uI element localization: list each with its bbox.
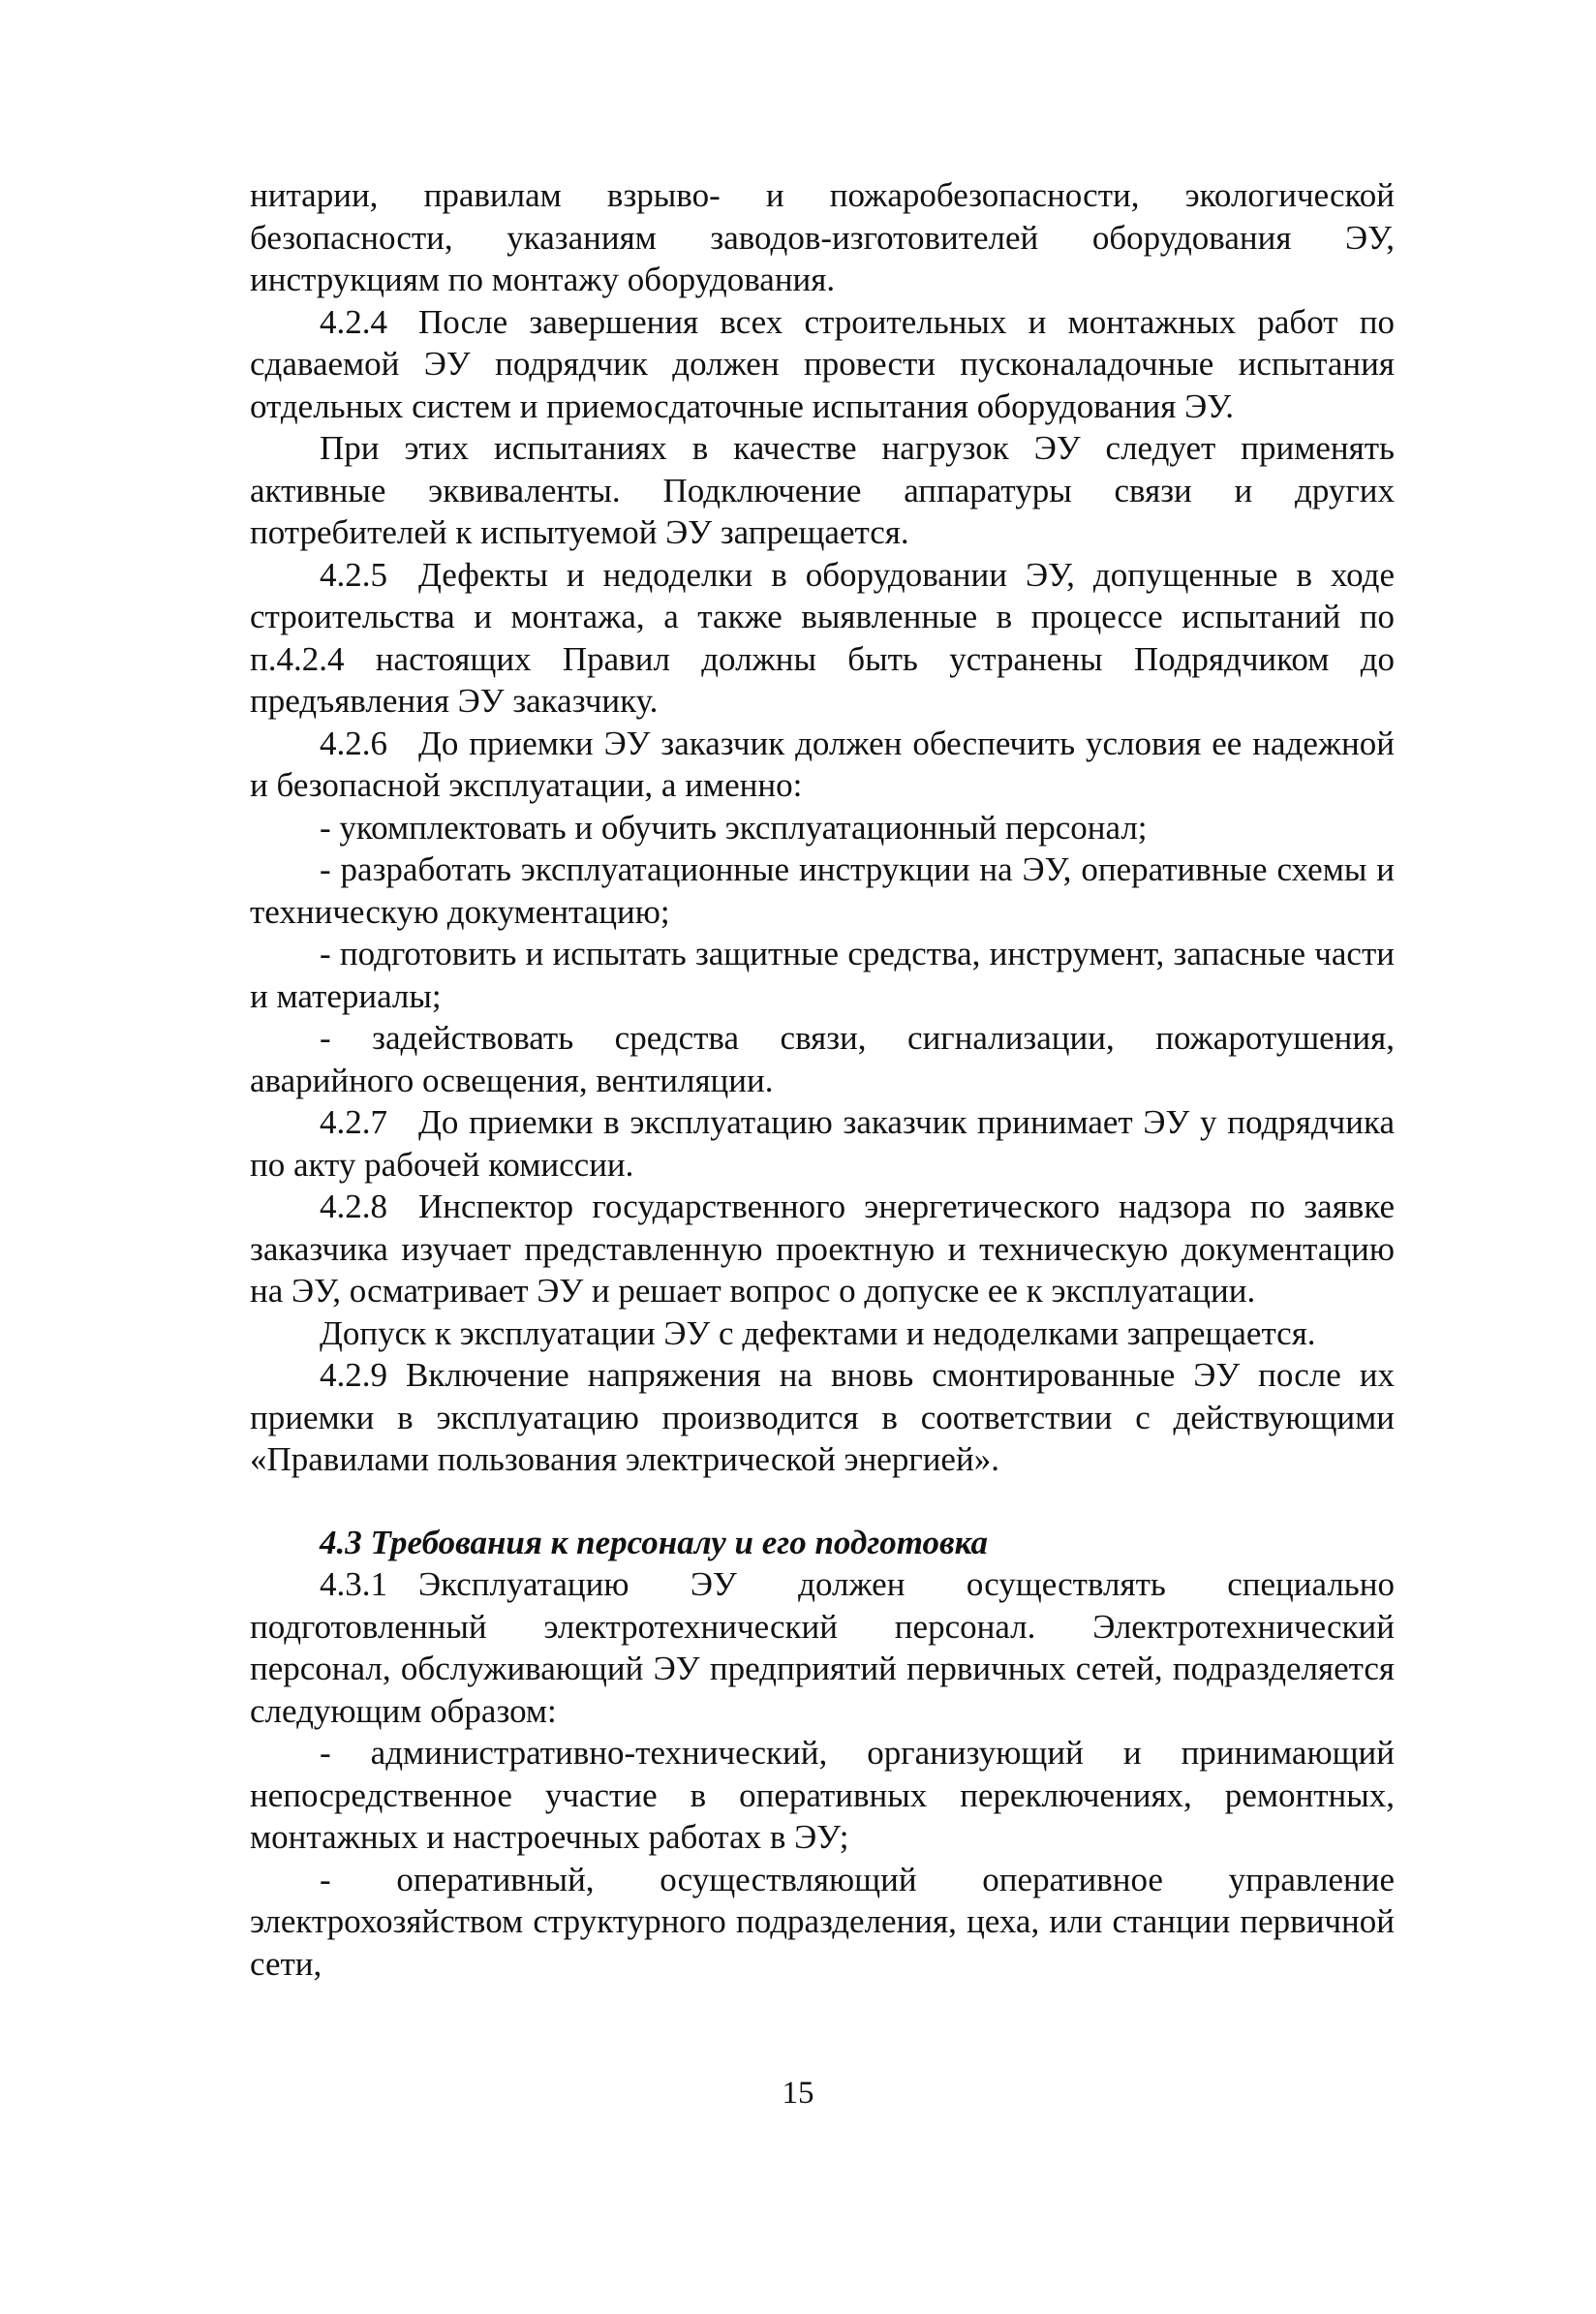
paragraph-text: До приемки ЭУ заказчик должен обеспечить условия ее надежной и безопасной эксплуатации, а именно: bbox=[250, 724, 1395, 804]
paragraph bbox=[250, 554, 1395, 723]
paragraph bbox=[250, 1354, 1395, 1481]
paragraph bbox=[250, 933, 1395, 1017]
clause-number: 4.2.5 bbox=[320, 555, 387, 594]
paragraph-text: - административно-технический, организующий и принимающий непосредственное участие в оперативных переключениях, ремонтных, монтажных и настроечных работах в ЭУ; bbox=[250, 1734, 1395, 1856]
paragraph-text: После завершения всех строительных и монтажных работ по сдаваемой ЭУ подрядчик должен провести пусконаладочные испытания отдельных систем и приемосдаточные испытания оборудования ЭУ. bbox=[250, 302, 1395, 425]
clause-number: 4.2.6 bbox=[320, 724, 387, 762]
paragraph bbox=[250, 1732, 1395, 1859]
paragraph-text: - разработать эксплуатационные инструкции на ЭУ, оперативные схемы и техническую документацию; bbox=[250, 850, 1395, 931]
paragraph-text: Инспектор государственного энергетического надзора по заявке заказчика изучает представленную проектную и техническую документацию на ЭУ, осматривает ЭУ и решает вопрос о допуске ее к эксплуатации. bbox=[250, 1188, 1395, 1310]
paragraph bbox=[250, 1017, 1395, 1101]
paragraph bbox=[250, 1101, 1395, 1186]
paragraph-text: - укомплектовать и обучить эксплуатационный персонал; bbox=[320, 808, 1148, 847]
paragraph bbox=[250, 301, 1395, 428]
clause-number: 4.2.4 bbox=[320, 302, 387, 341]
page-number: 15 bbox=[782, 2076, 814, 2111]
clause-number: 4.3.1 bbox=[320, 1565, 387, 1603]
paragraph bbox=[250, 807, 1395, 849]
paragraph-text: 4.2.9 Включение напряжения на вновь смонтированные ЭУ после их приемки в эксплуатацию производится в соответствии с действующими «Правилами пользования электрической энергией». bbox=[250, 1356, 1395, 1478]
paragraph bbox=[250, 848, 1395, 933]
section-heading: 4.3 Требования к персоналу и его подготовка bbox=[320, 1523, 989, 1561]
paragraph-text: Допуск к эксплуатации ЭУ с дефектами и недоделками запрещается. bbox=[320, 1313, 1316, 1352]
paragraph bbox=[250, 1563, 1395, 1732]
paragraph-text: До приемки в эксплуатацию заказчик принимает ЭУ у подрядчика по акту рабочей комиссии. bbox=[250, 1103, 1395, 1184]
paragraph bbox=[250, 174, 1395, 301]
body-text bbox=[250, 174, 1395, 1985]
paragraph bbox=[250, 723, 1395, 807]
paragraph-text: - задействовать средства связи, сигнализации, пожаротушения, аварийного освещения, вентиляции. bbox=[250, 1019, 1395, 1099]
section-4-2-continuation bbox=[250, 174, 1395, 1481]
paragraph bbox=[250, 1859, 1395, 1986]
paragraph-text: Дефекты и недоделки в оборудовании ЭУ, допущенные в ходе строительства и монтажа, а также выявленные в процессе испытаний по п.4.2.4 настоящих Правил должны быть устранены Подрядчиком до предъявления ЭУ заказчику. bbox=[250, 555, 1395, 720]
paragraph-text: - оперативный, осуществляющий оперативное управление электрохозяйством структурного подразделения, цеха, или станции первичной сети, bbox=[250, 1860, 1395, 1983]
paragraph-text: нитарии, правилам взрыво- и пожаробезопасности, экологической безопасности, указаниям заводов-изготовителей оборудования ЭУ, инструкциям по монтажу оборудования. bbox=[250, 176, 1395, 298]
paragraph bbox=[250, 427, 1395, 554]
clause-number: 4.2.7 bbox=[320, 1103, 387, 1141]
section-4-3 bbox=[250, 1563, 1395, 1985]
paragraph-text: Эксплуатацию ЭУ должен осуществлять специально подготовленный электротехнический персонал. Электротехнический персонал, обслуживающий ЭУ предприятий первичных сетей, подразделяется следующим образом: bbox=[250, 1565, 1395, 1730]
paragraph-text: При этих испытаниях в качестве нагрузок ЭУ следует применять активные эквиваленты. Подключение аппаратуры связи и других потребителей к испытуемой ЭУ запрещается. bbox=[250, 429, 1395, 551]
paragraph bbox=[250, 1312, 1395, 1355]
paragraph bbox=[250, 1186, 1395, 1312]
paragraph-text: - подготовить и испытать защитные средства, инструмент, запасные части и материалы; bbox=[250, 935, 1395, 1015]
clause-number: 4.2.8 bbox=[320, 1188, 387, 1225]
